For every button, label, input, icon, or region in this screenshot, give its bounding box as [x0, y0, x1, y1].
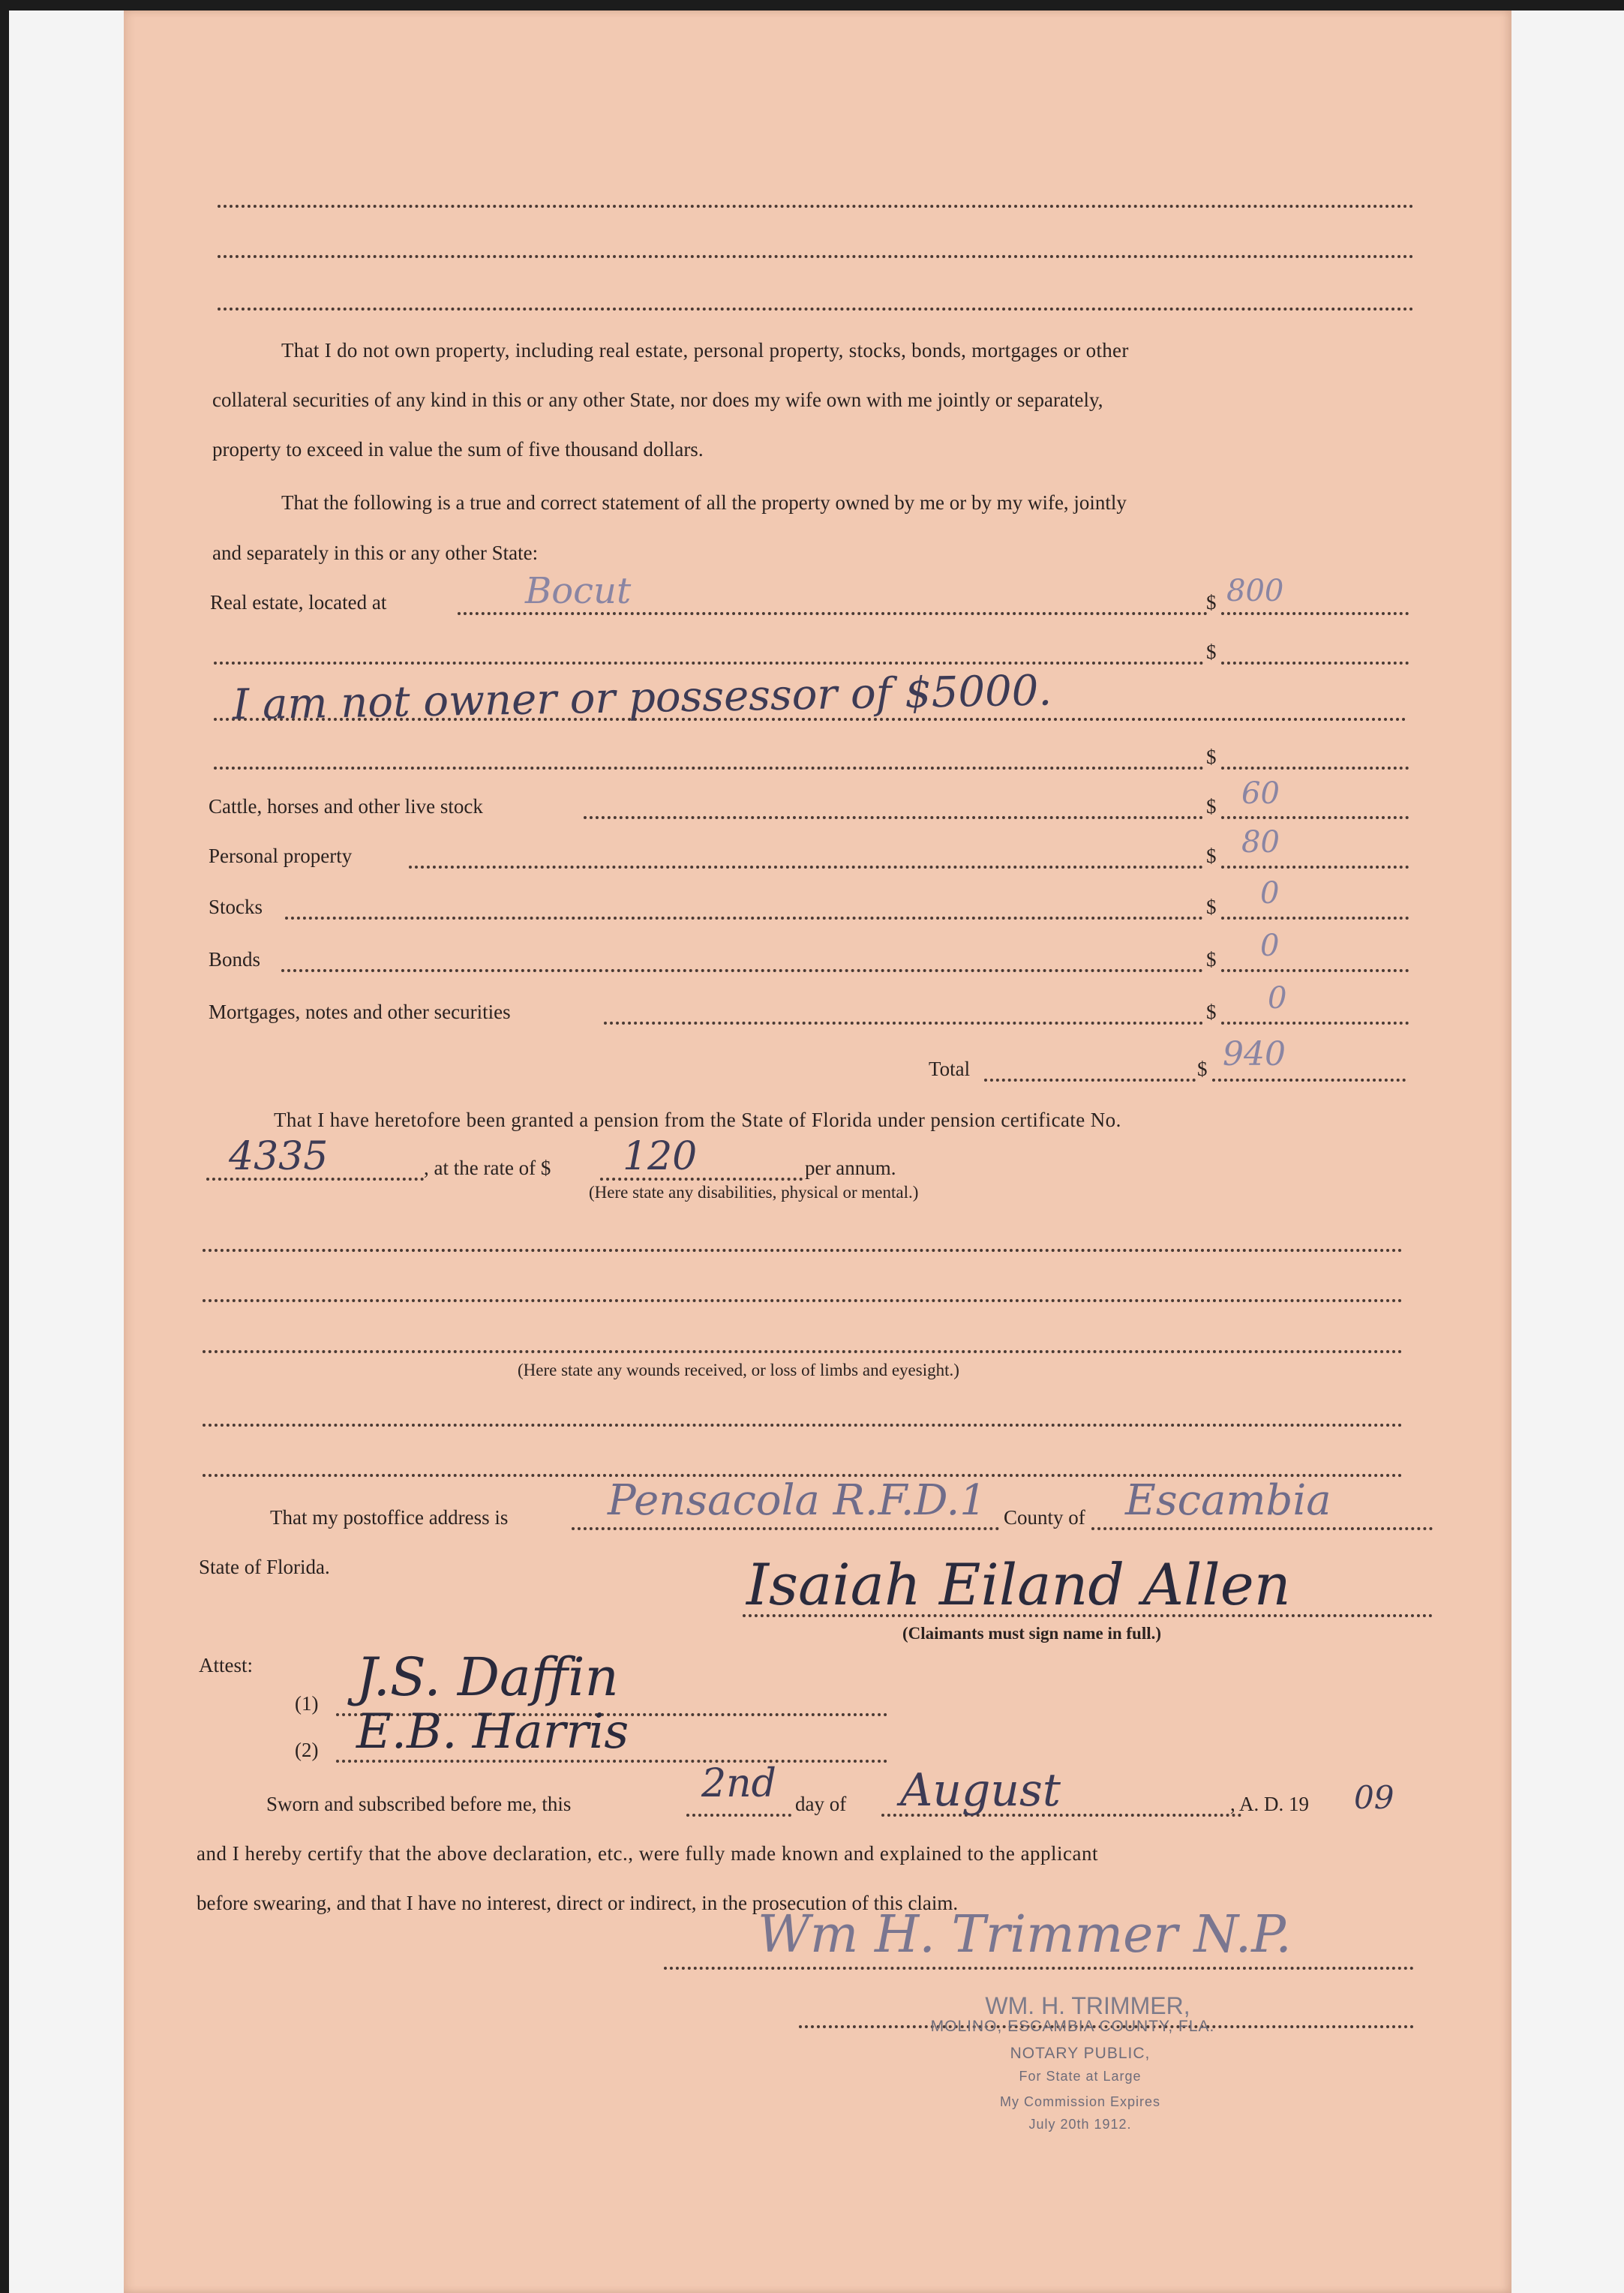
- dollar-sign: $: [1206, 746, 1217, 768]
- fill-line: [214, 662, 1204, 665]
- pension-rate-value: 120: [623, 1134, 698, 1179]
- blank-line: [203, 1299, 1403, 1302]
- scan-top-edge: [0, 0, 1624, 11]
- notary-title: NOTARY PUBLIC,: [1010, 2045, 1151, 2062]
- fill-line: [1212, 1079, 1406, 1082]
- total-value: 940: [1223, 1035, 1286, 1073]
- fill-line: [1221, 612, 1409, 615]
- signature-line: [664, 1967, 1414, 1970]
- dollar-sign: $: [1206, 591, 1217, 614]
- fill-line: [686, 1814, 791, 1817]
- real-estate-label: Real estate, located at: [210, 591, 387, 614]
- scan-left-edge: [0, 0, 9, 2293]
- oath-year: 09: [1354, 1779, 1394, 1816]
- real-estate-value: 800: [1226, 574, 1284, 608]
- fill-line: [584, 816, 1203, 819]
- bonds-value: 0: [1260, 929, 1280, 963]
- mortgages-value: 0: [1268, 981, 1287, 1016]
- notary-commission-label: My Commission Expires: [999, 2094, 1161, 2109]
- notary-signature: Wm H. Trimmer N.P.: [758, 1905, 1292, 1964]
- pension-line-1: That I have heretofore been granted a pension from the State of Florida under pension certificate No.: [274, 1109, 1121, 1131]
- dollar-sign: $: [1206, 896, 1217, 918]
- fill-line: [1221, 969, 1409, 972]
- fill-line: [604, 1022, 1203, 1025]
- fill-line: [214, 767, 1204, 770]
- bonds-label: Bonds: [209, 948, 261, 971]
- personal-property-value: 80: [1241, 825, 1280, 860]
- pension-rate-prefix: , at the rate of $: [424, 1157, 551, 1179]
- declaration-line-2: collateral securities of any kind in this or any other State, nor does my wife own with me jointly or separately,: [212, 389, 1103, 411]
- fill-line: [1221, 662, 1409, 665]
- claimant-signature-caption: (Claimants must sign name in full.): [902, 1624, 1162, 1643]
- disabilities-caption: (Here state any disabilities, physical or mental.): [589, 1183, 919, 1202]
- fill-line: [281, 969, 1203, 972]
- real-estate-location: Bocut: [525, 570, 632, 612]
- postoffice-label: That my postoffice address is: [270, 1506, 509, 1529]
- certify-line-2: before swearing, and that I have no interest, direct or indirect, in the prosecution of this claim.: [197, 1892, 959, 1914]
- dollar-sign: $: [1206, 948, 1217, 971]
- blank-line: [203, 1424, 1403, 1427]
- fill-line: [1221, 816, 1409, 819]
- declaration-line-3: property to exceed in value the sum of five thousand dollars.: [212, 438, 704, 461]
- pension-certificate-no: 4335: [229, 1134, 329, 1179]
- county-name: Escambia: [1125, 1476, 1331, 1525]
- witness-1-number: (1): [295, 1692, 319, 1715]
- fill-line: [1221, 866, 1409, 869]
- signature-line: [336, 1760, 887, 1763]
- statement-line-1: That the following is a true and correct statement of all the property owned by me or by my wife, jointly: [281, 491, 1127, 514]
- fill-line: [285, 917, 1203, 920]
- notary-scope: For State at Large: [1019, 2069, 1142, 2084]
- personal-property-label: Personal property: [209, 845, 353, 867]
- county-label: County of: [1004, 1506, 1085, 1529]
- dollar-sign: $: [1206, 641, 1217, 663]
- dollar-sign: $: [1197, 1058, 1208, 1080]
- fill-line: [1221, 1022, 1409, 1025]
- notary-location: MOLINO, ESCAMBIA COUNTY, FLA.: [930, 2018, 1215, 2035]
- notary-commission-date: July 20th 1912.: [1028, 2117, 1132, 2132]
- wounds-caption: (Here state any wounds received, or loss of limbs and eyesight.): [518, 1361, 959, 1379]
- fill-line: [458, 612, 1208, 615]
- oath-ad: , A. D. 19: [1230, 1793, 1310, 1815]
- dollar-sign: $: [1206, 795, 1217, 818]
- fill-line: [1221, 917, 1409, 920]
- total-label: Total: [929, 1058, 971, 1080]
- pension-rate-suffix: per annum.: [805, 1157, 896, 1179]
- witness-2-number: (2): [295, 1739, 319, 1761]
- attest-label: Attest:: [199, 1654, 253, 1676]
- statement-line-2: and separately in this or any other State:: [212, 542, 539, 564]
- fill-line: [984, 1079, 1196, 1082]
- fill-line: [1091, 1527, 1433, 1530]
- notary-name: WM. H. TRIMMER,: [985, 1992, 1190, 2019]
- oath-day-of: day of: [795, 1793, 847, 1815]
- fill-line: [409, 866, 1203, 869]
- blank-line: [218, 255, 1414, 258]
- dollar-sign: $: [1206, 845, 1217, 867]
- declaration-line-1: That I do not own property, including real estate, personal property, stocks, bonds, mortgages or other: [281, 339, 1129, 362]
- blank-line: [218, 205, 1414, 208]
- stocks-label: Stocks: [209, 896, 263, 918]
- oath-day: 2nd: [701, 1761, 776, 1806]
- certify-line-1: and I hereby certify that the above declaration, etc., were fully made known and explained to the applicant: [197, 1842, 1099, 1865]
- fill-line: [572, 1527, 999, 1530]
- blank-line: [218, 308, 1414, 311]
- claimant-signature: Isaiah Eiland Allen: [746, 1551, 1291, 1618]
- witness-2-signature: E.B. Harris: [356, 1704, 629, 1760]
- stocks-value: 0: [1260, 876, 1280, 911]
- blank-line: [203, 1350, 1403, 1353]
- state-label: State of Florida.: [199, 1556, 330, 1578]
- handwritten-note: I am not owner or possessor of $5000.: [232, 666, 1052, 730]
- sworn-prefix: Sworn and subscribed before me, this: [266, 1793, 572, 1815]
- oath-month: August: [900, 1764, 1061, 1817]
- postoffice-address: Pensacola R.F.D.1: [608, 1476, 986, 1525]
- dollar-sign: $: [1206, 1001, 1217, 1023]
- mortgages-label: Mortgages, notes and other securities: [209, 1001, 511, 1023]
- witness-1-signature: J.S. Daffin: [356, 1646, 619, 1708]
- blank-line: [203, 1249, 1403, 1252]
- fill-line: [1221, 767, 1409, 770]
- live-stock-label: Cattle, horses and other live stock: [209, 795, 483, 818]
- live-stock-value: 60: [1241, 776, 1280, 811]
